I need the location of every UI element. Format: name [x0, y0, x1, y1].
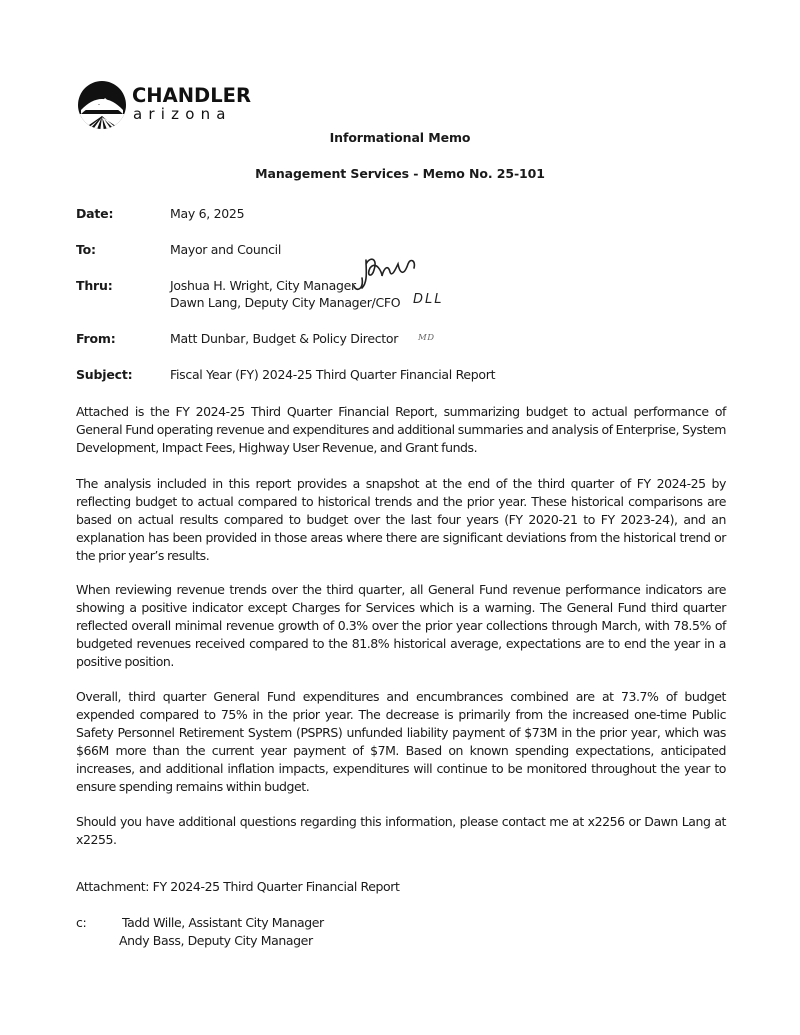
body-paragraph-3: When reviewing revenue trends over the third quarter, all General Fund revenue performance indicators are showing a positive indicator except Charges for Services which is a warning. The General Fund third quarter reflected overall minimal revenue growth of 0.3% over the prior year collections through March, with 78.5% of budgeted revenues received compared to the 81.8% historical average, expectations are to end the year in a positive position. — [76, 582, 726, 669]
to-label: To: — [76, 242, 96, 257]
from-value: Matt Dunbar, Budget & Policy Director — [170, 331, 399, 346]
date-label: Date: — [76, 206, 114, 221]
memo-number: Management Services - Memo No. 25-101 — [255, 166, 545, 181]
thru-value-2: Dawn Lang, Deputy City Manager/CFO — [170, 295, 401, 310]
body-paragraph-4: Overall, third quarter General Fund expenditures and encumbrances combined are at 73.7% of budget expended compared to 75% in the prior year. The decrease is primarily from the increased one-time Public Safety Personnel Retirement System (PSPRS) unfunded liability payment of $73M in the prior year, which was $66M more than the current year payment of $7M. Based on known spending expectations, anticipated increases, and additional inflation impacts, expenditures will continue to be monitored throughout the year to ensure spending remains within budget. — [76, 689, 726, 794]
logo-city-name: CHANDLER — [132, 84, 251, 107]
body-paragraph-1: Attached is the FY 2024-25 Third Quarter Financial Report, summarizing budget to actual performance of General Fund operating revenue and expenditures and additional summaries and analysis of Enterprise, System Development, Impact Fees, Highway User Revenue, and Grant funds. — [76, 404, 726, 455]
to-value: Mayor and Council — [170, 242, 282, 257]
subject-label: Subject: — [76, 367, 133, 382]
memo-title: Informational Memo — [329, 130, 471, 145]
from-label: From: — [76, 331, 116, 346]
chandler-emblem-icon — [77, 80, 129, 132]
cc-recipient: Tadd Wille, Assistant City Manager — [122, 915, 324, 930]
body-paragraph-2: The analysis included in this report provides a snapshot at the end of the third quarter of FY 2024-25 by reflecting budget to actual compared to historical trends and the prior year. These historical comparisons are based on actual results compared to budget over the last four years (FY 2020-21 to FY 2023-24), and an explanation has been provided in those areas where there are significant deviations from the historical trend or the prior year’s results. — [76, 476, 726, 563]
cc-recipient: Andy Bass, Deputy City Manager — [119, 933, 313, 948]
date-value: May 6, 2025 — [170, 206, 245, 221]
body-paragraph-5: Should you have additional questions regarding this information, please contact me at x2256 or Dawn Lang at x2255. — [76, 814, 726, 847]
cc-label: c: — [76, 915, 87, 930]
chandler-logo — [77, 80, 252, 132]
signature-jw — [352, 250, 422, 295]
thru-value-1: Joshua H. Wright, City Manager — [170, 278, 356, 293]
attachment-line: Attachment: FY 2024-25 Third Quarter Financial Report — [76, 879, 400, 894]
thru-label: Thru: — [76, 278, 113, 293]
initials-md: MD — [418, 333, 435, 343]
subject-value: Fiscal Year (FY) 2024-25 Third Quarter Financial Report — [170, 367, 496, 382]
initials-dll: DLL — [413, 292, 444, 307]
logo-state-name: arizona — [133, 105, 232, 123]
